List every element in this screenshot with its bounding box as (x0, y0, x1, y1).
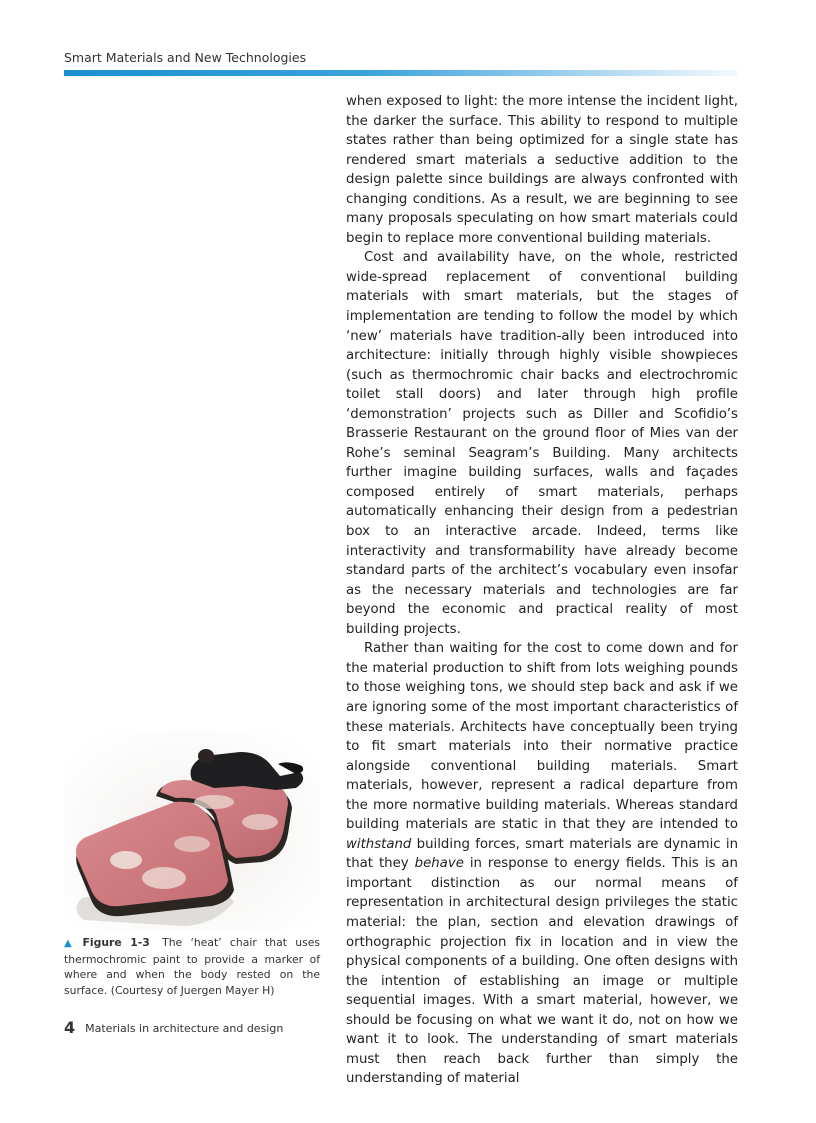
page-number: 4 (64, 1018, 76, 1037)
running-head: Smart Materials and New Technologies (64, 50, 307, 65)
paragraph-text: in response to energy fields. This is an important distinction as our normal means of representation in architectural design privileges the static material: the plan, section and elevation drawings of orthographic projection fix in location and in view the physical components of a building. One often designs with the intention of establishing an image or multiple sequential images. With a smart material, however, we should be focusing on what we want it do, not on how we want it to look. The understanding of smart materials must then reach back further than simply the understanding of material (346, 856, 738, 1087)
book-title: Materials in architecture and design (85, 1022, 284, 1035)
emphasis-text: behave (414, 856, 464, 872)
body-paragraph: when exposed to light: the more intense the incident light, the darker the surface. This ability to respond to multiple states rather than being optimized for a single state has rendered smart materials a seductive addition to the design palette since buildings are always confronted with changing conditions. As a result, we are beginning to see many proposals speculating on how smart materials could begin to replace more conventional building materials. (346, 94, 738, 246)
header-rule (64, 70, 738, 76)
emphasis-text: withstand (346, 836, 412, 852)
figure-caption (64, 935, 320, 998)
heat-chair-photo (64, 730, 320, 930)
body-paragraph (346, 639, 738, 1089)
body-column (346, 92, 738, 1089)
paragraph-text: Rather than waiting for the cost to come down and for the material production to shift from lots weighing pounds to those weighing tons, we should step back and ask if we are ignoring some of the most important characteristics of these materials. Architects have conceptually been trying to fit smart materials into their normative practice alongside conventional building materials. Smart materials, however, represent a radical departure from the more normative building materials. Whereas standard building materials are static in that they are intended to (346, 641, 738, 833)
body-paragraph: Cost and availability have, on the whole, restricted wide-spread replacement of conventional building materials with smart materials, but the stages of implementation are tending to follow the model by which ‘new’ materials have tradition-ally been introduced into architecture: initially through highly visible showpieces (such as thermochromic chair backs and electrochromic toilet stall doors) and later through high profile ‘demonstration’ projects such as Diller and Scofidio’s Brasserie Restaurant on the ground floor of Mies van der Rohe’s seminal Seagram’s Building. Many architects further imagine building surfaces, walls and façades composed entirely of smart materials, perhaps automatically enhancing their design from a pedestrian box to an interactive arcade. Indeed, terms like interactivity and transformability have already become standard parts of the architect’s vocabulary even insofar as the necessary materials and technologies are far beyond the economic and practical reality of most building projects. (346, 250, 738, 637)
triangle-up-icon: ▲ (64, 938, 77, 949)
paragraph-text: building forces, smart materials are dynamic in that they (346, 836, 738, 872)
figure-label: Figure 1-3 (82, 936, 150, 949)
page-footer (64, 1018, 283, 1037)
caption-text: The ‘heat’ chair that uses thermochromic paint to provide a marker of where and when the body rested on the surface. (Courtesy of Juergen Mayer H) (64, 936, 320, 997)
